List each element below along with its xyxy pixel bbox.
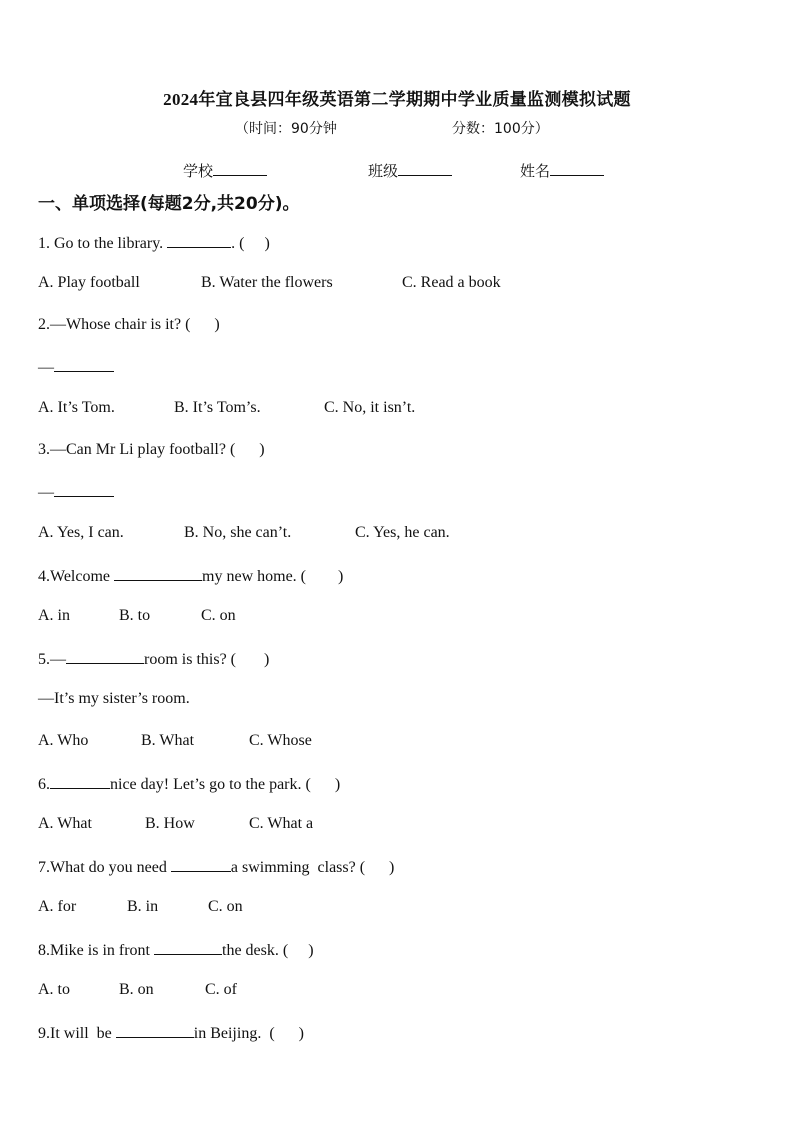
q1-option-a: A. Play football <box>38 274 140 291</box>
q2-option-a: A. It’s Tom. <box>38 399 115 416</box>
question-4 <box>38 566 343 586</box>
answer-blank[interactable] <box>66 649 144 664</box>
exam-title: 2024年宜良县四年级英语第二学期期中学业质量监测模拟试题 <box>163 90 631 109</box>
question-7-stem: 7.What do you need <box>38 859 171 876</box>
q1-option-b: B. Water the flowers <box>201 274 333 291</box>
question-6-stem: 6. <box>38 776 50 793</box>
section-heading: 一、单项选择(每题2分,共20分)。 <box>38 194 300 214</box>
question-7-stem-end: a swimming class? ( ) <box>230 859 395 876</box>
q4-option-c: C. on <box>201 607 236 624</box>
q3-option-b: B. No, she can’t. <box>184 524 292 541</box>
school-field <box>183 160 267 181</box>
name-blank[interactable] <box>550 161 604 176</box>
question-5-answer: —It’s my sister’s room. <box>38 690 190 707</box>
q8-option-a: A. to <box>38 981 70 998</box>
question-2: 2.—Whose chair is it? ( ) <box>38 316 220 333</box>
q4-option-a: A. in <box>38 607 70 624</box>
q2-option-c: C. No, it isn’t. <box>324 399 416 416</box>
q5-option-a: A. Who <box>38 732 89 749</box>
q3-option-a: A. Yes, I can. <box>38 524 124 541</box>
school-blank[interactable] <box>213 161 267 176</box>
question-8 <box>38 940 314 960</box>
question-5-stem: 5.— <box>38 651 66 668</box>
question-7 <box>38 857 394 877</box>
question-4-stem-end: my new home. ( ) <box>202 568 344 585</box>
question-1-stem-end: . ( ) <box>231 235 270 252</box>
q3-option-c: C. Yes, he can. <box>355 524 450 541</box>
q5-option-c: C. Whose <box>249 732 312 749</box>
question-1 <box>38 233 270 253</box>
q6-option-a: A. What <box>38 815 92 832</box>
answer-blank[interactable] <box>54 357 114 372</box>
school-label: 学校 <box>183 162 214 180</box>
question-5 <box>38 649 269 669</box>
question-8-stem-end: the desk. ( ) <box>222 942 314 959</box>
q7-option-a: A. for <box>38 898 77 915</box>
question-8-stem: 8.Mike is in front <box>38 942 154 959</box>
q8-option-c: C. of <box>205 981 237 998</box>
q7-option-b: B. in <box>127 898 159 915</box>
class-blank[interactable] <box>398 161 452 176</box>
answer-blank[interactable] <box>171 857 231 872</box>
question-9-stem: 9.It will be <box>38 1025 116 1042</box>
name-field <box>520 160 604 181</box>
answer-blank[interactable] <box>167 233 231 248</box>
question-3-answer-line <box>38 482 114 502</box>
q7-option-c: C. on <box>208 898 243 915</box>
q4-option-b: B. to <box>119 607 151 624</box>
question-1-stem: 1. Go to the library. <box>38 235 168 252</box>
dash: — <box>38 484 54 501</box>
exam-time: （时间：90分钟 <box>235 121 337 137</box>
question-2-answer-line <box>38 357 114 377</box>
exam-score: 分数：100分） <box>452 121 549 137</box>
q8-option-b: B. on <box>119 981 154 998</box>
question-9 <box>38 1023 304 1043</box>
q5-option-b: B. What <box>141 732 195 749</box>
question-6-stem-end: nice day! Let’s go to the park. ( ) <box>110 776 341 793</box>
question-9-stem-end: in Beijing. ( ) <box>193 1025 304 1042</box>
class-field <box>368 160 452 181</box>
answer-blank[interactable] <box>54 482 114 497</box>
question-3: 3.—Can Mr Li play football? ( ) <box>38 441 265 458</box>
question-5-stem-end: room is this? ( ) <box>144 651 270 668</box>
question-4-stem: 4.Welcome <box>38 568 115 585</box>
q6-option-b: B. How <box>145 815 195 832</box>
q2-option-b: B. It’s Tom’s. <box>174 399 261 416</box>
class-label: 班级 <box>368 162 399 180</box>
dash: — <box>38 359 54 376</box>
q6-option-c: C. What a <box>249 815 314 832</box>
answer-blank[interactable] <box>154 940 222 955</box>
q1-option-c: C. Read a book <box>402 274 501 291</box>
answer-blank[interactable] <box>116 1023 194 1038</box>
name-label: 姓名 <box>520 162 551 180</box>
question-6 <box>38 774 340 794</box>
answer-blank[interactable] <box>50 774 110 789</box>
answer-blank[interactable] <box>114 566 202 581</box>
